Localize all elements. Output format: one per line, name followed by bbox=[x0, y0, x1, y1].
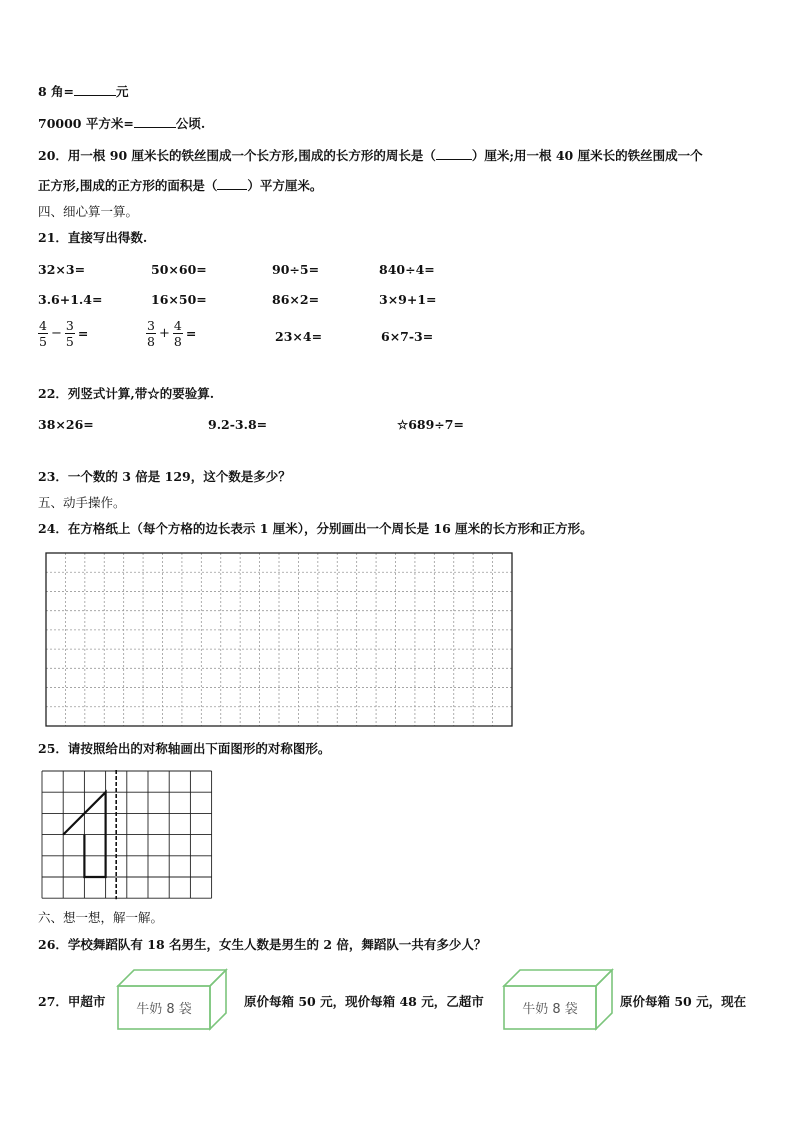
question-25: 25．请按照给出的对称轴画出下面图形的对称图形。 bbox=[38, 741, 331, 756]
answer-blank-1[interactable] bbox=[74, 82, 116, 96]
calc-item: 3×9+1= bbox=[379, 292, 437, 307]
question-20-text-3: 正方形,围成的正方形的面积是（ bbox=[38, 178, 218, 193]
milk-box-label: 牛奶 8 袋 bbox=[522, 1002, 578, 1017]
vertical-calc-item: 9.2-3.8= bbox=[208, 417, 268, 432]
question-27-number: 27． bbox=[38, 994, 68, 1009]
vertical-calc-item: 38×26= bbox=[38, 417, 94, 432]
calc-item: 840÷4= bbox=[379, 262, 435, 277]
conversion-2-left: 70000 平方米= bbox=[38, 116, 134, 131]
question-21-title: 21．直接写出得数. bbox=[38, 230, 148, 245]
answer-blank-perimeter[interactable] bbox=[436, 146, 472, 160]
calc-item: 90÷5= bbox=[272, 262, 320, 277]
operator: − bbox=[50, 326, 62, 341]
question-26: 26．学校舞蹈队有 18 名男生，女生人数是男生的 2 倍，舞蹈队一共有多少人？ bbox=[38, 937, 487, 952]
fraction: $\frac{4}{8}$ bbox=[173, 318, 182, 349]
fraction: $\frac{3}{8}$ bbox=[147, 318, 155, 349]
fraction-expression-2 bbox=[146, 318, 196, 349]
conversion-2-unit: 公顷. bbox=[175, 116, 206, 131]
question-22-title: 22．列竖式计算,带☆的要验算. bbox=[38, 386, 215, 401]
question-20-line-1 bbox=[38, 146, 703, 165]
calc-item: 16×50= bbox=[151, 292, 207, 307]
question-24: 24．在方格纸上（每个方格的边长表示 1 厘米），分别画出一个周长是 16 厘米的长方形和正方形。 bbox=[38, 521, 593, 536]
milk-box-icon bbox=[502, 968, 614, 1031]
calc-item: 23×4= bbox=[275, 329, 323, 344]
question-20-number: 20． bbox=[38, 148, 68, 163]
answer-blank-area[interactable] bbox=[217, 176, 247, 190]
conversion-1-left: 8 角= bbox=[38, 84, 75, 99]
question-27-text-b: 原价每箱 50 元，现在 bbox=[620, 994, 747, 1009]
vertical-calc-item: ☆689÷7= bbox=[397, 417, 464, 432]
equals-sign: = bbox=[185, 326, 197, 341]
conversion-line-2 bbox=[38, 114, 205, 133]
calc-item: 86×2= bbox=[272, 292, 320, 307]
section-5-title: 五、动手操作。 bbox=[38, 495, 126, 510]
calc-item: 6×7-3= bbox=[381, 329, 434, 344]
square-grid-paper[interactable] bbox=[44, 551, 514, 728]
question-27-intro bbox=[38, 993, 105, 1011]
calc-item: 50×60= bbox=[151, 262, 207, 277]
question-20-text-2: ）厘米;用一根 40 厘米长的铁丝围成一个 bbox=[471, 148, 703, 163]
question-23: 23．一个数的 3 倍是 129，这个数是多少？ bbox=[38, 469, 291, 484]
calc-item: 32×3= bbox=[38, 262, 86, 277]
conversion-line-1 bbox=[38, 82, 129, 101]
section-6-title: 六、想一想，解一解。 bbox=[38, 910, 164, 925]
question-27-text-a: 原价每箱 50 元，现价每箱 48 元，乙超市 bbox=[244, 994, 484, 1009]
calc-item: 3.6+1.4= bbox=[38, 292, 103, 307]
fraction: $\frac{3}{5}$ bbox=[65, 318, 74, 349]
fraction: $\frac{4}{5}$ bbox=[39, 318, 47, 349]
equals-sign: = bbox=[77, 326, 89, 341]
section-4-title: 四、细心算一算。 bbox=[38, 204, 139, 219]
store-a-label: 甲超市 bbox=[67, 994, 106, 1009]
question-20-text-4: ）平方厘米。 bbox=[247, 178, 323, 193]
question-20-text-1: 用一根 90 厘米长的铁丝围成一个长方形,围成的长方形的周长是（ bbox=[67, 148, 436, 163]
fraction-expression-1 bbox=[38, 318, 88, 349]
conversion-1-unit: 元 bbox=[116, 84, 129, 99]
question-20-line-2 bbox=[38, 176, 322, 195]
milk-box-icon bbox=[116, 968, 228, 1031]
milk-box-label: 牛奶 8 袋 bbox=[136, 1002, 192, 1017]
answer-blank-2[interactable] bbox=[134, 114, 176, 128]
operator: + bbox=[158, 326, 170, 341]
symmetry-grid[interactable] bbox=[40, 769, 214, 900]
